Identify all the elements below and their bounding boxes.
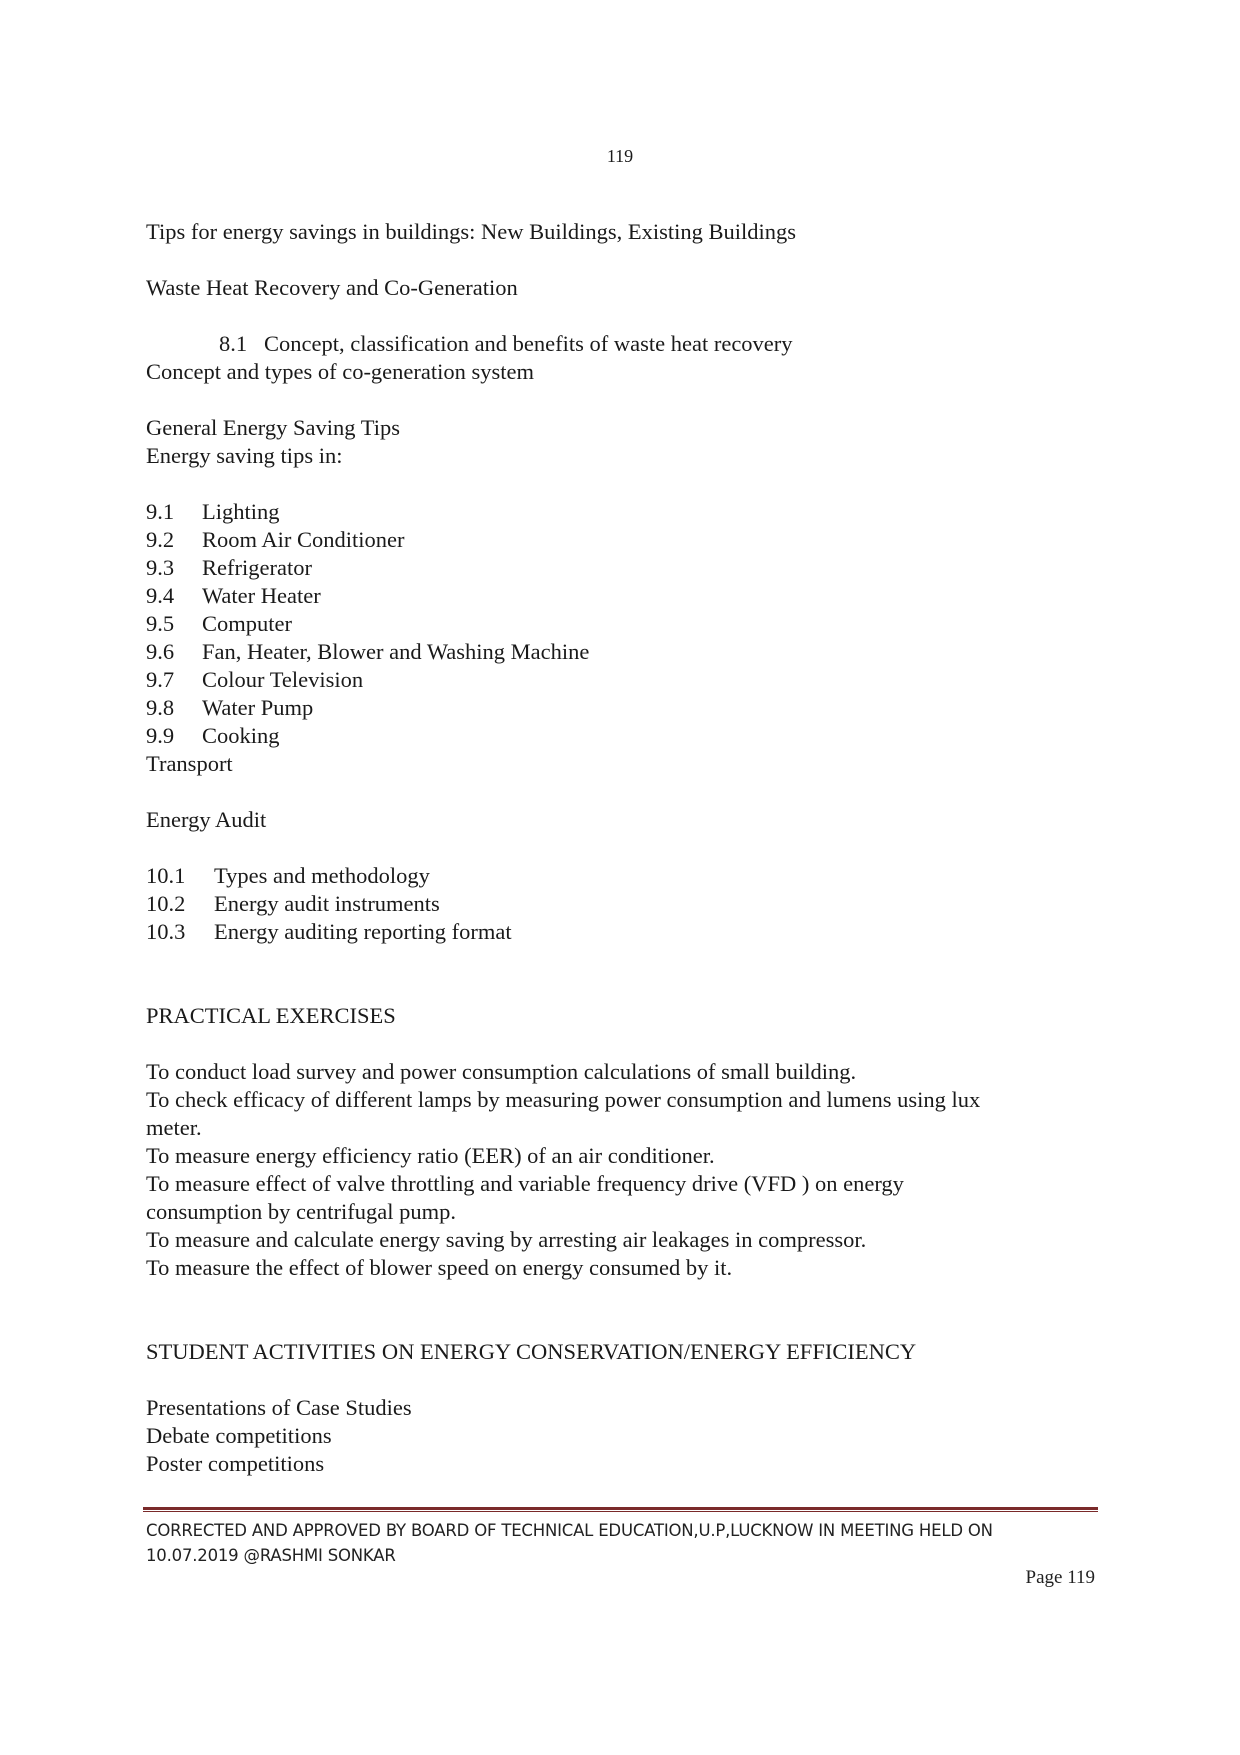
list-item	[146, 862, 1096, 890]
list-item-text: Computer	[202, 611, 292, 636]
list-item	[146, 694, 1096, 722]
list-item-text: Lighting	[202, 499, 280, 524]
list-item	[146, 610, 1096, 638]
list-item	[146, 722, 1096, 750]
list-item-number: 10.1	[146, 863, 186, 888]
list-item-text: Fan, Heater, Blower and Washing Machine	[202, 639, 590, 664]
list-item	[146, 638, 1096, 666]
energy-audit-heading: Energy Audit	[146, 807, 267, 832]
page-number-top: 119	[606, 146, 634, 166]
student-activity-line: Presentations of Case Studies	[146, 1395, 412, 1420]
practical-exercises-heading: PRACTICAL EXERCISES	[146, 1003, 396, 1028]
student-activity-line: Poster competitions	[146, 1451, 325, 1476]
list-item-number: 9.3	[146, 555, 175, 580]
list-item-number: 9.6	[146, 639, 175, 664]
practical-line: To measure effect of valve throttling and variable frequency drive (VFD ) on energy	[146, 1171, 904, 1196]
list-item-number: 9.2	[146, 527, 175, 552]
practical-line: meter.	[146, 1115, 202, 1140]
list-item	[146, 918, 1096, 946]
list-item-text: Energy auditing reporting format	[214, 919, 512, 944]
list-item-number: 9.4	[146, 583, 175, 608]
student-activity-line: Debate competitions	[146, 1423, 332, 1448]
footer-text	[146, 1518, 1096, 1568]
waste-heat-heading: Waste Heat Recovery and Co-Generation	[146, 275, 518, 300]
footer-line-1: CORRECTED AND APPROVED BY BOARD OF TECHNICAL EDUCATION,U.P,LUCKNOW IN MEETING HELD ON	[146, 1521, 993, 1540]
transport-line: Transport	[146, 751, 233, 776]
list-item-number: 9.9	[146, 723, 175, 748]
list-item-text: Water Pump	[202, 695, 314, 720]
list-item	[146, 890, 1096, 918]
student-activities-heading: STUDENT ACTIVITIES ON ENERGY CONSERVATION/ENERGY EFFICIENCY	[146, 1339, 917, 1364]
student-activities-list	[146, 1394, 1096, 1478]
practical-exercises-list	[146, 1058, 1096, 1282]
energy-saving-tips-in: Energy saving tips in:	[146, 443, 343, 468]
list-item-text: Refrigerator	[202, 555, 312, 580]
practical-line: To measure energy efficiency ratio (EER) of an air conditioner.	[146, 1143, 715, 1168]
tips-buildings-line: Tips for energy savings in buildings: New Buildings, Existing Buildings	[146, 219, 797, 244]
item-8-1-text: Concept, classification and benefits of waste heat recovery	[264, 331, 793, 356]
list-item-text: Cooking	[202, 723, 280, 748]
list-item-text: Water Heater	[202, 583, 321, 608]
practical-line: To check efficacy of different lamps by measuring power consumption and lumens using lux	[146, 1087, 981, 1112]
footer-page-number: Page 119	[1025, 1567, 1095, 1588]
practical-line: consumption by centrifugal pump.	[146, 1199, 456, 1224]
list-item-text: Colour Television	[202, 667, 364, 692]
list-item	[146, 526, 1096, 554]
list-item-number: 9.8	[146, 695, 175, 720]
practical-line: To conduct load survey and power consumption calculations of small building.	[146, 1059, 857, 1084]
list-item	[146, 554, 1096, 582]
list-item-number: 10.2	[146, 891, 186, 916]
item-8-1-number: 8.1	[219, 331, 248, 356]
practical-line: To measure and calculate energy saving by arresting air leakages in compressor.	[146, 1227, 867, 1252]
audit-list	[146, 862, 1096, 946]
cogeneration-line: Concept and types of co-generation system	[146, 359, 535, 384]
footer-divider	[143, 1507, 1098, 1512]
tips-list	[146, 498, 1096, 750]
list-item	[146, 666, 1096, 694]
general-tips-heading: General Energy Saving Tips	[146, 415, 400, 440]
list-item-number: 9.7	[146, 667, 175, 692]
item-8-1	[146, 330, 1096, 358]
list-item-number: 9.5	[146, 611, 175, 636]
list-item-number: 9.1	[146, 499, 175, 524]
list-item-text: Room Air Conditioner	[202, 527, 405, 552]
practical-line: To measure the effect of blower speed on energy consumed by it.	[146, 1255, 733, 1280]
list-item-number: 10.3	[146, 919, 186, 944]
document-body	[146, 218, 1096, 1478]
list-item	[146, 498, 1096, 526]
list-item-text: Types and methodology	[214, 863, 430, 888]
footer-line-2: 10.07.2019 @RASHMI SONKAR	[146, 1546, 396, 1565]
list-item	[146, 582, 1096, 610]
list-item-text: Energy audit instruments	[214, 891, 440, 916]
